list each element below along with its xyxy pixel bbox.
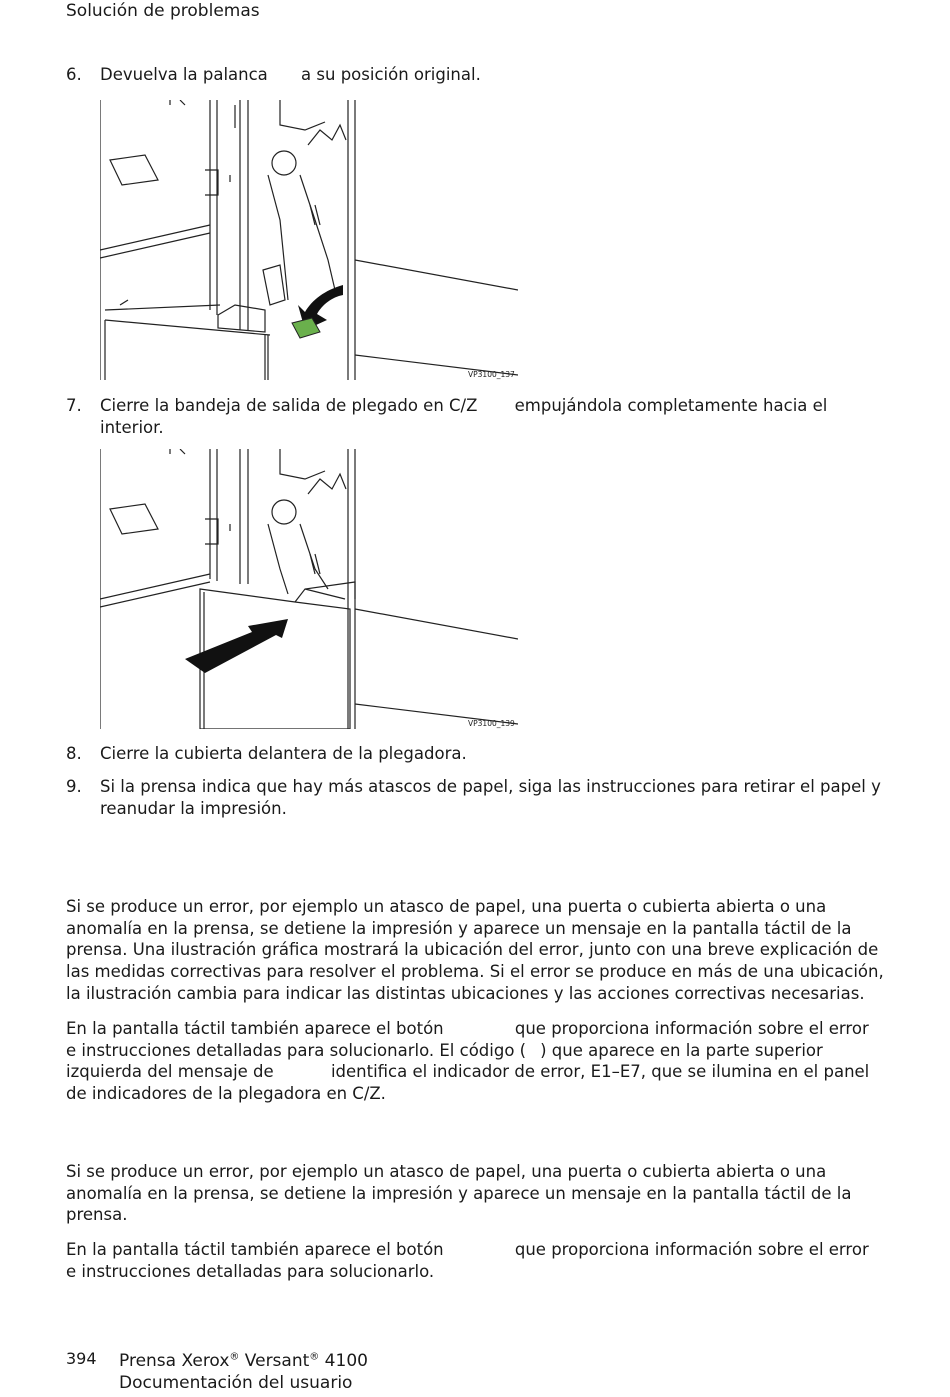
figure-return-lever: [100, 100, 518, 380]
figure-code: VP3100_139: [468, 719, 515, 728]
step-text: Cierre la bandeja de salida de plegado en C/Z empujándola completamente hacia el interior.: [100, 396, 828, 437]
step-number: 6.: [66, 65, 82, 84]
section2-paragraph-2: En la pantalla táctil también aparece el botón que proporciona información sobre el error e instrucciones detalladas para solucionarlo.: [66, 1240, 869, 1281]
step-text: Cierre la cubierta delantera de la plegadora.: [100, 744, 467, 763]
step-number: 9.: [66, 777, 82, 796]
step-text: Devuelva la palanca a su posición original.: [100, 65, 481, 84]
section1-paragraph-1: Si se produce un error, por ejemplo un atasco de papel, una puerta o cubierta abierta o una anomalía en la prensa, se detiene la impresión y aparece un mensaje en la pantalla táctil de la prensa. Una ilustración gráfica mostrará la ubicación del error, junto con una breve explicación de las medidas correctivas para resolver el problema. Si el error se produce en más de una ubicación, la ilustración cambia para indicar las distintas ubicaciones y las acciones correctivas necesarias.: [66, 897, 884, 1003]
step-text: Si la prensa indica que hay más atascos de papel, siga las instrucciones para retirar el papel y reanudar la impresión.: [100, 777, 881, 818]
step-number: 7.: [66, 396, 82, 415]
figure-code: VP3100_137: [468, 370, 515, 379]
section1-paragraph-2: En la pantalla táctil también aparece el botón que proporciona información sobre el error e instrucciones detalladas para solucionarlo. El código ( ) que aparece en la parte superior izquierda del mensaje de identifica el indicador de error, E1–E7, que se ilumina en el panel de indicadores de la plegadora en C/Z.: [66, 1019, 870, 1104]
footer-title: Prensa Xerox® Versant® 4100: [119, 1351, 368, 1371]
section2-paragraph-1: Si se produce un error, por ejemplo un atasco de papel, una puerta o cubierta abierta o una anomalía en la prensa, se detiene la impresión y aparece un mensaje en la pantalla táctil de la prensa.: [66, 1162, 852, 1225]
step-number: 8.: [66, 744, 82, 763]
figure-close-tray: [100, 449, 518, 729]
footer-subtitle: Documentación del usuario: [119, 1373, 353, 1393]
running-header: Solución de problemas: [66, 1, 260, 21]
finisher-lever-illustration: [100, 100, 518, 380]
finisher-tray-illustration: [100, 449, 518, 729]
page-number: 394: [66, 1349, 97, 1368]
